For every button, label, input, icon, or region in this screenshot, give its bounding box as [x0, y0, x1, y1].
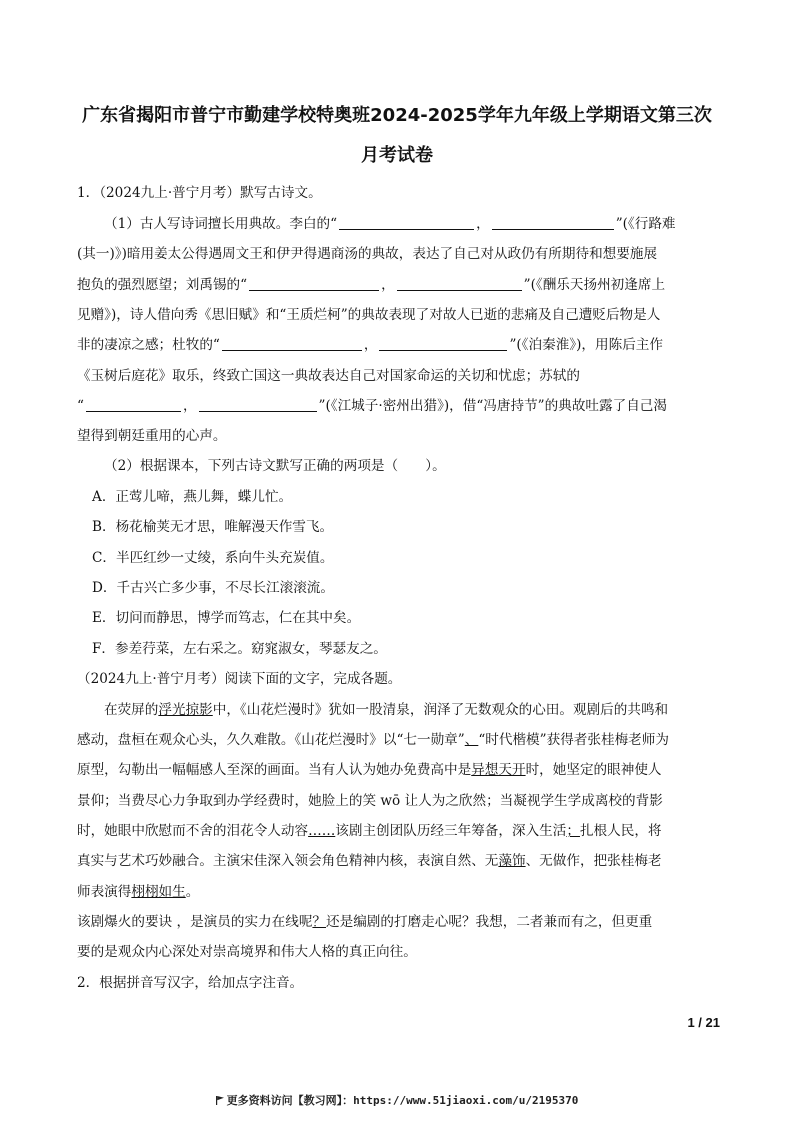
option-a[interactable]: A．正莺儿啼，燕儿舞，蝶儿忙。 [92, 489, 293, 505]
footer-text: 更多资料访问【教习网】：https://www.51jiaoxi.com/u/2195370 [226, 1094, 579, 1107]
option-c[interactable]: C．半匹红纱一丈绫，系向牛头充炭值。 [92, 550, 334, 566]
q1-part1-line-1: （1）古人写诗词擅长用典故。李白的“ ， ”(《行路难 [104, 216, 676, 232]
passage-line-2: 感动，盘桓在观众心头，久久难散。《山花烂漫时》以“七一勋章”、“时代楷模”获得者张桂梅老师为 [77, 732, 669, 748]
underlined-word: 藻饰 [498, 853, 526, 869]
answer-blank[interactable] [86, 397, 181, 412]
underlined-punct: ？ [312, 914, 327, 930]
underlined-punct: 、 [464, 732, 479, 748]
passage-line-4: 景仰；当费尽心力争取到办学经费时，她脸上的笑 wō 让人为之欣然；当凝视学生学成离校的背影 [77, 793, 663, 809]
answer-blank[interactable] [339, 215, 474, 230]
passage-line-1: 在荧屏的浮光掠影中，《山花烂漫时》犹如一股清泉，润泽了无数观众的心田。观剧后的共鸣和 [104, 702, 669, 718]
flag-icon [216, 1096, 224, 1105]
passage-line-3: 原型，勾勒出一幅幅感人至深的画面。当有人认为她办免费高中是异想天开时，她坚定的眼神使人 [77, 762, 662, 778]
footer-link[interactable] [0, 1092, 794, 1108]
page-title-line-2: 月考试卷 [361, 145, 433, 166]
page-number: 1 / 21 [687, 1015, 720, 1030]
q1-part1-line-3: 抱负的强烈愿望；刘禹锡的“ ， ”(《酬乐天扬州初逢席上 [77, 277, 666, 293]
option-d[interactable]: D．千古兴亡多少事，不尽长江滚滚流。 [92, 580, 334, 596]
q1-part2-stem: （2）根据课本，下列古诗文默写正确的两项是（ ）。 [104, 458, 446, 474]
q1-part1-line-6: 《玉树后庭花》取乐，终致亡国这一典故表达自己对国家命运的关切和忧虑；苏轼的 [77, 368, 580, 384]
passage-line-7: 师表演得栩栩如生。 [77, 884, 200, 900]
q1-part1-line-2: (其一)》)暗用姜太公得遇周文王和伊尹得遇商汤的典故，表达了自己对从政仍有所期待和想要施展 [77, 246, 658, 262]
page-title-line-1: 广东省揭阳市普宁市勤建学校特奥班2024-2025学年九年级上学期语文第三次 [82, 105, 712, 126]
question-1-stem: 1．（2024九上·普宁月考）默写古诗文。 [77, 185, 322, 201]
underlined-punct: ； [566, 823, 580, 839]
option-b[interactable]: B．杨花榆荚无才思，唯解漫天作雪飞。 [92, 519, 334, 535]
q1-part1-line-7: “ ， ”(《江城子·密州出猎》)，借“冯唐持节”的典故吐露了自己渴 [77, 398, 667, 414]
answer-blank[interactable] [397, 276, 522, 291]
passage-line-6: 真实与艺术巧妙融合。主演宋佳深入领会角色精神内核，表演自然、无藻饰、无做作，把张桂梅老 [77, 853, 662, 869]
answer-blank[interactable] [379, 336, 507, 351]
passage-intro: （2024九上·普宁月考）阅读下面的文字，完成各题。 [77, 671, 402, 687]
passage-line-8: 该剧爆火的要诀 ，是演员的实力在线呢？还是编剧的打磨走心呢？我想，二者兼而有之，但更重 [77, 914, 653, 930]
passage-line-5: 时，她眼中欣慰而不舍的泪花令人动容……该剧主创团队历经三年筹备，深入生活；扎根人民，将 [77, 823, 662, 839]
underlined-word: 栩栩如生 [131, 884, 186, 900]
option-e[interactable]: E．切问而静思，博学而笃志，仁在其中矣。 [92, 610, 361, 626]
underlined-punct: …… [308, 823, 336, 839]
underlined-word: 异想天开 [471, 762, 526, 778]
q1-part1-line-4: 见赠》)，诗人借向秀《思旧赋》和“王质烂柯”的典故表现了对故人已逝的悲痛及自己遭贬后物是人 [77, 307, 661, 323]
underlined-word: 浮光掠影 [158, 702, 213, 718]
answer-blank[interactable] [492, 215, 614, 230]
q1-part1-line-5: 非的凄凉之感；杜牧的“ ， ”(《泊秦淮》)，用陈后主作 [77, 337, 663, 353]
answer-blank[interactable] [222, 336, 362, 351]
answer-blank[interactable] [199, 397, 317, 412]
passage-line-9: 要的是观众内心深处对崇高境界和伟大人格的真正向往。 [77, 944, 417, 960]
answer-blank[interactable] [249, 276, 379, 291]
question-2-stem: 2．根据拼音写汉字，给加点字注音。 [77, 975, 304, 991]
q1-part1-line-8: 望得到朝廷重用的心声。 [77, 428, 227, 444]
option-f[interactable]: F．参差荇菜，左右采之。窈窕淑女，琴瑟友之。 [92, 641, 387, 657]
